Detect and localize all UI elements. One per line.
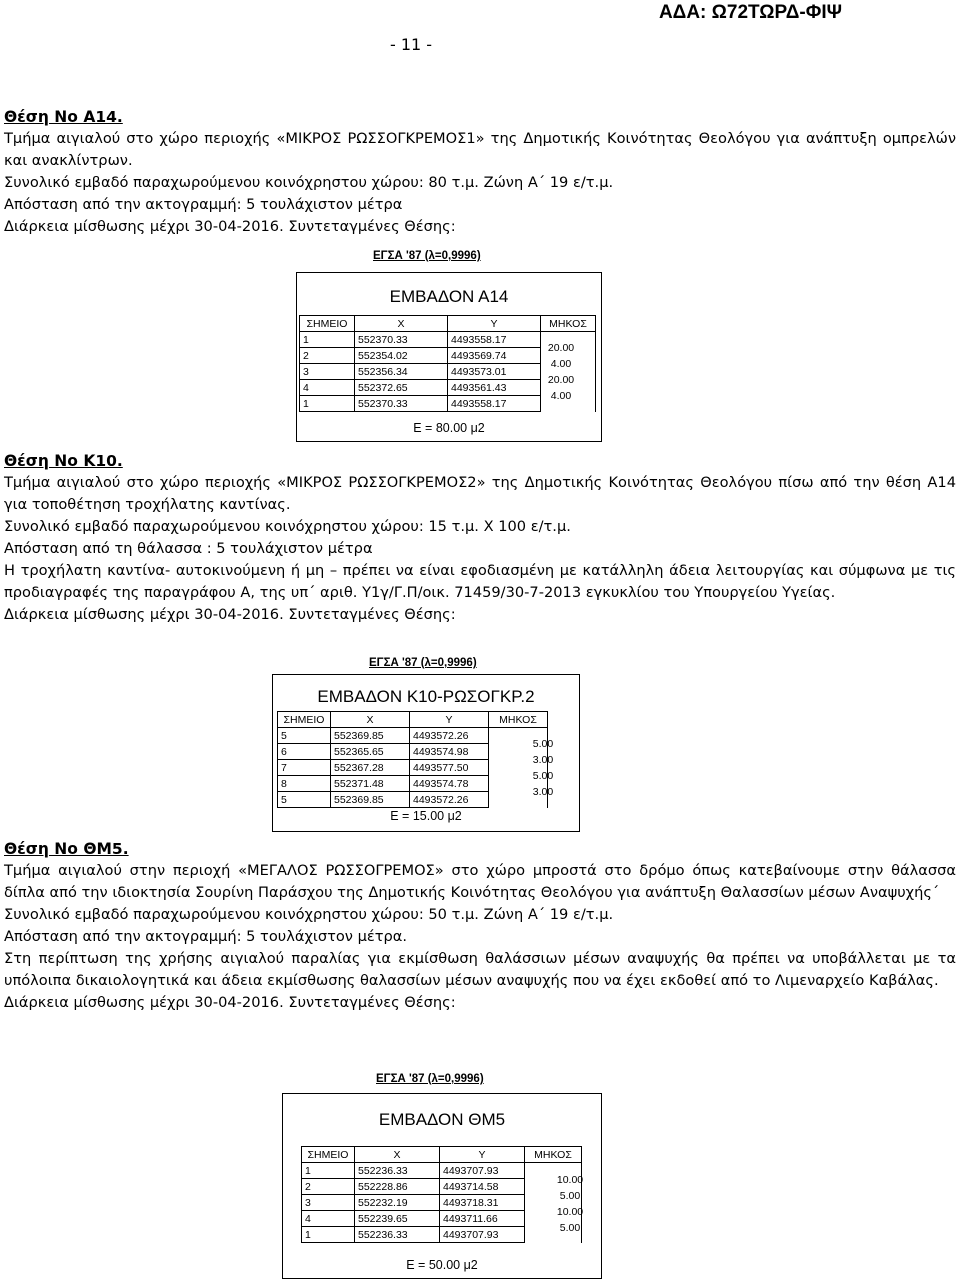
cell-x: 552371.48	[331, 776, 410, 792]
coords-table	[301, 1146, 582, 1243]
col-header: ΜΗΚΟΣ	[525, 1147, 582, 1163]
length-value: 4.00	[550, 390, 572, 402]
section-k10	[4, 450, 956, 626]
cell-point: 3	[302, 1195, 355, 1211]
length-value: 3.00	[532, 786, 554, 798]
cell-point: 1	[302, 1163, 355, 1179]
cell-point: 2	[302, 1179, 355, 1195]
page-number: - 11 -	[390, 35, 433, 54]
cell-y: 4493561.43	[448, 380, 541, 396]
section-title: Θέση Νο Κ10.	[4, 452, 123, 470]
paragraph: Διάρκεια μίσθωσης μέχρι 30-04-2016. Συντεταγμένες Θέσης:	[4, 994, 456, 1011]
coords-box	[272, 674, 580, 832]
cell-point: 2	[300, 348, 355, 364]
total-area: Ε = 50.00 μ2	[406, 1258, 478, 1272]
section-a14	[4, 106, 956, 238]
paragraph: Απόσταση από την ακτογραμμή: 5 τουλάχιστον μέτρα	[4, 196, 403, 213]
length-value: 3.00	[532, 754, 554, 766]
paragraph: Στη περίπτωση της χρήσης αιγιαλού παραλίας για εκμίσθωση θαλάσσιων μέσων αναψυχής θα πρέπει να υποβάλλεται με τα υπόλοιπα δικαιολογητικά και άδεια εκμίσθωσης θαλασσίων μέσων αναψυχής που να έχει εκδοθεί από το Λιμεναρχείο Καβάλας.	[4, 950, 956, 989]
cell-x: 552372.65	[355, 380, 448, 396]
cell-x: 552228.86	[355, 1179, 440, 1195]
cell-y: 4493574.78	[410, 776, 489, 792]
length-value: 20.00	[547, 374, 575, 386]
cell-y: 4493558.17	[448, 332, 541, 348]
cell-point: 4	[300, 380, 355, 396]
col-header: Υ	[410, 712, 489, 728]
paragraph: Συνολικό εμβαδό παραχωρούμενου κοινόχρηστου χώρου: 15 τ.μ. Χ 100 ε/τ.μ.	[4, 518, 571, 535]
col-header: ΜΗΚΟΣ	[489, 712, 548, 728]
length-value: 10.00	[556, 1174, 584, 1186]
cell-point: 1	[300, 396, 355, 412]
area-title: ΕΜΒΑΔΟΝ ΘΜ5	[378, 1110, 506, 1129]
col-header: Χ	[355, 1147, 440, 1163]
cell-point: 5	[278, 792, 331, 808]
total-area: Ε = 15.00 μ2	[390, 809, 462, 823]
cell-x: 552232.19	[355, 1195, 440, 1211]
length-value: 5.00	[532, 770, 554, 782]
cell-x: 552369.85	[331, 792, 410, 808]
col-header: Υ	[448, 316, 541, 332]
section-title: Θέση Νο Α14.	[4, 108, 123, 126]
length-value: 5.00	[532, 738, 554, 750]
coords-box	[282, 1093, 602, 1279]
col-header: ΜΗΚΟΣ	[541, 316, 596, 332]
paragraph: Απόσταση από την ακτογραμμή: 5 τουλάχιστον μέτρα.	[4, 928, 408, 945]
total-area: Ε = 80.00 μ2	[413, 421, 485, 435]
cell-y: 4493718.31	[440, 1195, 525, 1211]
length-value: 20.00	[547, 342, 575, 354]
cell-x: 552367.28	[331, 760, 410, 776]
paragraph: Τμήμα αιγιαλού στην περιοχή «ΜΕΓΑΛΟΣ ΡΩΣΣΟΓΡΕΜΟΣ» στο χώρο μπροστά στο δρόμο όπως κατεβαίνουμε στην θάλασσα δίπλα από την ιδιοκτησία Σουρίνη Παράσχου της Δημοτικής Κοινότητας Θεολόγου για ανάπτυξη Θαλασσίων μέσων Αναψυχής΄	[4, 862, 956, 901]
length-value: 4.00	[550, 358, 572, 370]
length-values	[537, 340, 585, 404]
length-value: 5.00	[559, 1222, 581, 1234]
cell-y: 4493572.26	[410, 728, 489, 744]
cell-x: 552356.34	[355, 364, 448, 380]
cell-y: 4493714.58	[440, 1179, 525, 1195]
length-value: 5.00	[559, 1190, 581, 1202]
length-value: 10.00	[556, 1206, 584, 1218]
area-title: ΕΜΒΑΔΟΝ Κ10-ΡΩΣΟΓΚΡ.2	[317, 687, 535, 706]
cell-y: 4493572.26	[410, 792, 489, 808]
coords-table	[277, 711, 548, 808]
crs-label: ΕΓΣΑ '87 (λ=0,9996)	[369, 657, 477, 669]
cell-point: 4	[302, 1211, 355, 1227]
table-row	[278, 728, 548, 744]
cell-y: 4493558.17	[448, 396, 541, 412]
cell-x: 552370.33	[355, 396, 448, 412]
section-thm5	[4, 838, 956, 1014]
col-header: Υ	[440, 1147, 525, 1163]
col-header: ΣΗΜΕΙΟ	[278, 712, 331, 728]
table-row	[302, 1163, 582, 1179]
cell-point: 8	[278, 776, 331, 792]
coords-figure-a14	[296, 250, 602, 442]
length-values	[545, 1172, 595, 1236]
ada-code: ΑΔΑ: Ω72ΤΩΡΔ-ΦΙΨ	[658, 2, 842, 23]
crs-label: ΕΓΣΑ '87 (λ=0,9996)	[373, 250, 481, 262]
section-title: Θέση Νο ΘΜ5.	[4, 840, 129, 858]
paragraph: Διάρκεια μίσθωσης μέχρι 30-04-2016. Συντεταγμένες Θέσης:	[4, 606, 456, 623]
col-header: Χ	[355, 316, 448, 332]
cell-point: 1	[302, 1227, 355, 1243]
cell-point: 6	[278, 744, 331, 760]
cell-x: 552239.65	[355, 1211, 440, 1227]
length-values	[521, 736, 565, 800]
paragraph: Τμήμα αιγιαλού στο χώρο περιοχής «ΜΙΚΡΟΣ ΡΩΣΣΟΓΚΡΕΜΟΣ1» της Δημοτικής Κοινότητας Θεολόγου για ανάπτυξη ομπρελών και ανακλίντρων.	[4, 130, 956, 169]
cell-point: 5	[278, 728, 331, 744]
paragraph: Συνολικό εμβαδό παραχωρούμενου κοινόχρηστου χώρου: 80 τ.μ. Ζώνη Α΄ 19 ε/τ.μ.	[4, 174, 614, 191]
cell-point: 7	[278, 760, 331, 776]
col-header: ΣΗΜΕΙΟ	[300, 316, 355, 332]
cell-y: 4493707.93	[440, 1227, 525, 1243]
cell-x: 552365.65	[331, 744, 410, 760]
paragraph: Διάρκεια μίσθωσης μέχρι 30-04-2016. Συντεταγμένες Θέσης:	[4, 218, 456, 235]
cell-y: 4493577.50	[410, 760, 489, 776]
cell-x: 552369.85	[331, 728, 410, 744]
area-title: ΕΜΒΑΔΟΝ Α14	[389, 287, 509, 306]
paragraph: Απόσταση από τη θάλασσα : 5 τουλάχιστον μέτρα	[4, 540, 373, 557]
cell-y: 4493569.74	[448, 348, 541, 364]
paragraph: Τμήμα αιγιαλού στο χώρο περιοχής «ΜΙΚΡΟΣ ΡΩΣΣΟΓΚΡΕΜΟΣ2» της Δημοτικής Κοινότητας Θεολόγου πίσω από την θέση Α14 για τοποθέτηση τροχήλατης καντίνας.	[4, 474, 956, 513]
paragraph: Η τροχήλατη καντίνα- αυτοκινούμενη ή μη – πρέπει να είναι εφοδιασμένη με κατάλληλη άδεια λειτουργίας και σύμφωνα με τις προδιαγραφές της παραγράφου Α, της υπ΄ αριθ. Υ1γ/Γ.Π/οικ. 71459/30-7-2013 εγκυκλίου του Υπουργείου Υγείας.	[4, 562, 956, 601]
cell-x: 552370.33	[355, 332, 448, 348]
coords-figure-thm5	[282, 1073, 602, 1278]
cell-y: 4493574.98	[410, 744, 489, 760]
cell-x: 552354.02	[355, 348, 448, 364]
cell-x: 552236.33	[355, 1163, 440, 1179]
col-header: Χ	[331, 712, 410, 728]
coords-figure-k10	[272, 657, 580, 832]
cell-point: 3	[300, 364, 355, 380]
col-header: ΣΗΜΕΙΟ	[302, 1147, 355, 1163]
cell-y: 4493707.93	[440, 1163, 525, 1179]
paragraph: Συνολικό εμβαδό παραχωρούμενου κοινόχρηστου χώρου: 50 τ.μ. Ζώνη Α΄ 19 ε/τ.μ.	[4, 906, 614, 923]
cell-point: 1	[300, 332, 355, 348]
cell-y: 4493573.01	[448, 364, 541, 380]
cell-y: 4493711.66	[440, 1211, 525, 1227]
coords-box	[296, 272, 602, 442]
cell-x: 552236.33	[355, 1227, 440, 1243]
crs-label: ΕΓΣΑ '87 (λ=0,9996)	[376, 1073, 484, 1085]
